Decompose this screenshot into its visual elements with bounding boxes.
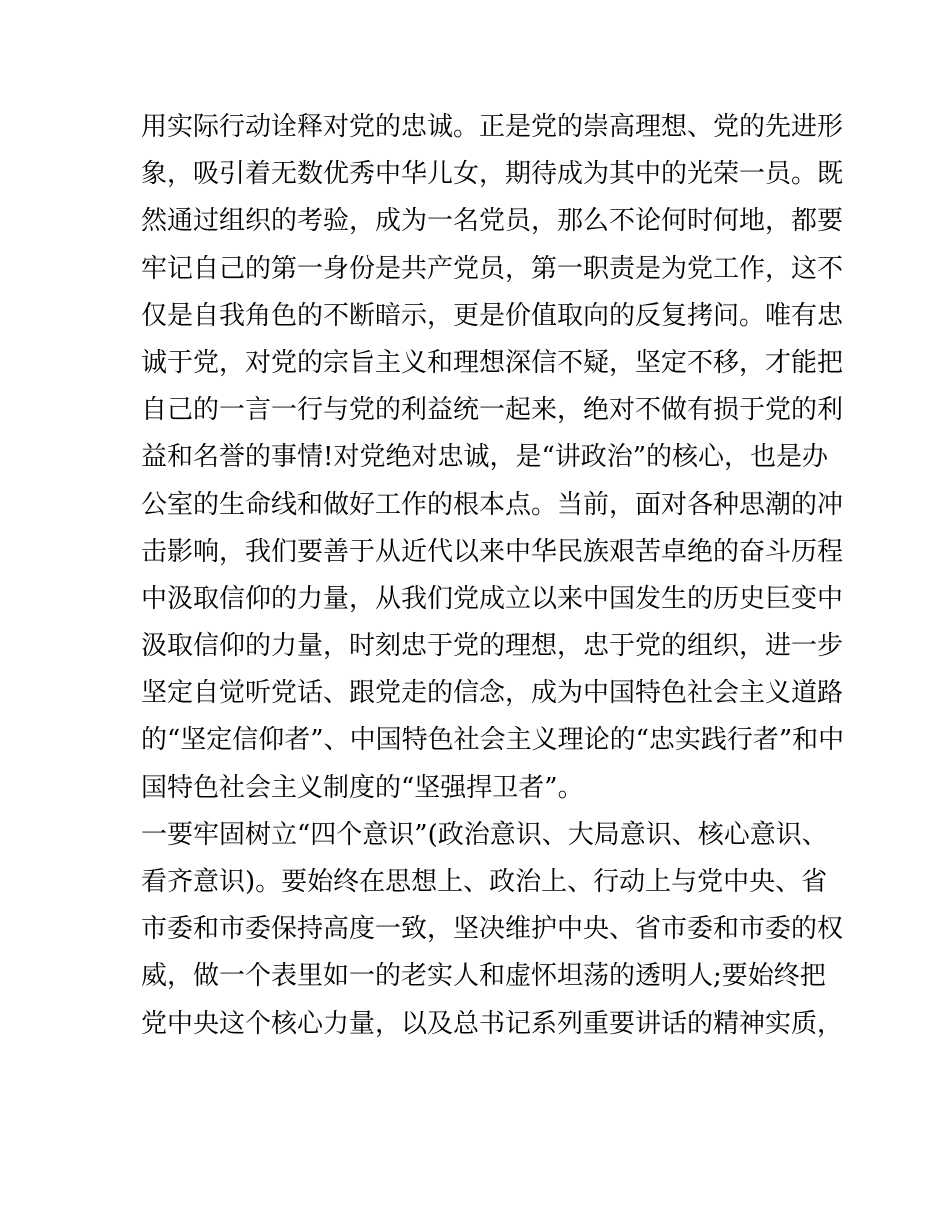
text-line: 牢记自己的第一身份是共产党员，第一职责是为党工作，这不 [141,253,844,284]
text-line: 中汲取信仰的力量，从我们党成立以来中国发生的历史巨变中 [141,583,844,614]
text-line: 市委和市委保持高度一致，坚决维护中央、省市委和市委的权 [141,914,844,945]
text-line: 汲取信仰的力量，时刻忠于党的理想，忠于党的组织，进一步 [141,631,844,662]
text-line: 诚于党，对党的宗旨主义和理想深信不疑，坚定不移，才能把 [141,347,844,378]
text-line: 益和名誉的事情!对党绝对忠诚，是“讲政治”的核心，也是办 [141,442,829,473]
text-line: 然通过组织的考验，成为一名党员，那么不论何时何地，都要 [141,206,844,237]
paragraph-2 [141,812,844,1048]
paragraph-1 [141,104,845,812]
text-line: 国特色社会主义制度的“坚强捍卫者”。 [141,772,584,803]
text-line: 看齐意识)。要始终在思想上、政治上、行动上与党中央、省 [141,867,828,897]
text-line: 自己的一言一行与党的利益统一起来，绝对不做有损于党的利 [141,395,844,426]
body-text [141,104,845,1048]
text-line: 威，做一个表里如一的老实人和虚怀坦荡的透明人;要始终把 [141,961,826,992]
text-line: 象，吸引着无数优秀中华儿女，期待成为其中的光荣一员。既 [141,159,844,190]
text-line: 党中央这个核心力量，以及总书记系列重要讲话的精神实质， [141,1008,844,1039]
text-line: 仅是自我角色的不断暗示，更是价值取向的反复拷问。唯有忠 [141,300,844,331]
text-line: 一要牢固树立“四个意识”(政治意识、大局意识、核心意识、 [141,819,828,850]
text-line: 击影响，我们要善于从近代以来中华民族艰苦卓绝的奋斗历程 [141,536,844,567]
text-line: 坚定自觉听党话、跟党走的信念，成为中国特色社会主义道路 [141,678,844,709]
text-line: 用实际行动诠释对党的忠诚。正是党的崇高理想、党的先进形 [141,112,844,142]
text-line: 公室的生命线和做好工作的根本点。当前，面对各种思潮的冲 [141,489,844,520]
text-line: 的“坚定信仰者”、中国特色社会主义理论的“忠实践行者”和中 [141,725,845,756]
